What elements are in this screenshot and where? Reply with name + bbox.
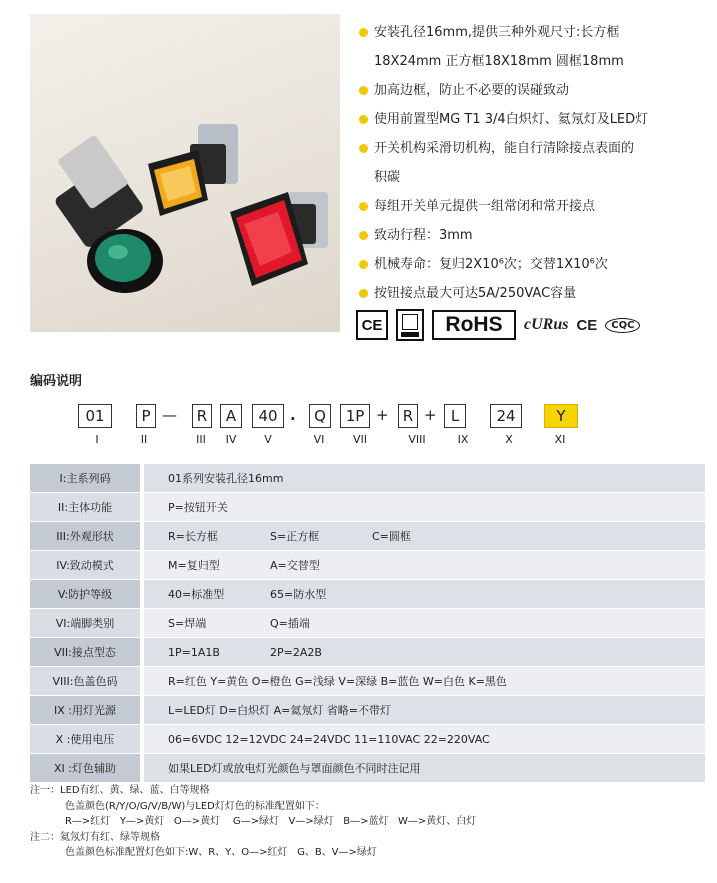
square-button-yellow [148, 124, 238, 216]
note-line: 注二：氦氖灯有红、绿等规格 [30, 831, 160, 843]
row-key: VII:接点型态 [30, 638, 140, 667]
code-separator: — [162, 406, 177, 424]
row-value: 40=标准型 65=防水型 [144, 580, 705, 609]
feature-item: 安装孔径16mm,提供三种外观尺寸:长方框 18X24mm 正方框18X18mm 圆框18mm [358, 18, 714, 76]
row-key: I:主系列码 [30, 464, 140, 493]
code-box: A [220, 404, 242, 428]
bullet-icon [359, 289, 368, 298]
tuv-mark-icon [396, 309, 424, 341]
code-separator: . [290, 406, 296, 424]
roman-label: IV [225, 433, 237, 446]
row-key: IX :用灯光源 [30, 696, 140, 725]
row-value: 01系列安装孔径16mm [144, 464, 705, 493]
code-box: 24 [490, 404, 522, 428]
row-key: X :使用电压 [30, 725, 140, 754]
table-row [30, 551, 705, 580]
roman-label: XI [554, 433, 566, 446]
roman-label: VII [352, 433, 367, 446]
ul-mark-icon: cURus [524, 316, 569, 333]
row-value: M=复归型 A=交替型 [144, 551, 705, 580]
code-box: 40 [252, 404, 284, 428]
row-key: V:防护等级 [30, 580, 140, 609]
row-value: 1P=1A1B 2P=2A2B [144, 638, 705, 667]
bullet-icon [359, 115, 368, 124]
row-key: III:外观形状 [30, 522, 140, 551]
row-key: IV:致动模式 [30, 551, 140, 580]
notes [30, 783, 476, 861]
roman-label: II [140, 433, 148, 446]
row-key: VIII:色盖色码 [30, 667, 140, 696]
row-value: S=焊端 Q=插端 [144, 609, 705, 638]
feature-list [358, 18, 714, 308]
table-row [30, 667, 705, 696]
row-key: XI :灯色辅助 [30, 754, 140, 783]
code-separator: + [376, 406, 389, 424]
rohs-mark-icon: RoHS [432, 310, 516, 340]
feature-item: 致动行程：3mm [358, 221, 714, 250]
feature-item: 每组开关单元提供一组常闭和常开接点 [358, 192, 714, 221]
table-row [30, 522, 705, 551]
code-box: R [192, 404, 212, 428]
bullet-icon [359, 144, 368, 153]
bullet-icon [359, 260, 368, 269]
table-row [30, 493, 705, 522]
row-value: R=长方框 S=正方框 C=圆框 [144, 522, 705, 551]
certification-marks [356, 309, 640, 341]
table-row [30, 725, 705, 754]
bullet-icon [359, 28, 368, 37]
table-row [30, 464, 705, 493]
code-box: 01 [78, 404, 112, 428]
push-button-switches-illustration [30, 14, 340, 332]
table-row [30, 754, 705, 783]
note-line: R—>红灯 Y—>黄灯 O—>黄灯 G—>绿灯 V—>绿灯 B—>蓝灯 W—>黄灯、白灯 [30, 816, 477, 827]
feature-item: 开关机构采滑切机构，能自行清除接点表面的 积碳 [358, 134, 714, 192]
row-value: 如果LED灯或放电灯光颜色与罩面颜色不同时注记用 [144, 754, 705, 783]
round-button-green [53, 134, 163, 293]
ce-mark-icon: CE [356, 310, 388, 340]
row-value: 06=6VDC 12=12VDC 24=24VDC 11=110VAC 22=220VAC [144, 725, 705, 754]
roman-label: I [95, 433, 99, 446]
bullet-icon [359, 202, 368, 211]
roman-label: VI [313, 433, 325, 446]
bullet-icon [359, 231, 368, 240]
cqc-mark-icon: CQC [605, 318, 640, 333]
table-row [30, 638, 705, 667]
row-key: VI:端脚类别 [30, 609, 140, 638]
row-value: R=红色 Y=黄色 O=橙色 G=浅绿 V=深绿 B=蓝色 W=白色 K=黑色 [144, 667, 705, 696]
code-box: 1P [340, 404, 370, 428]
code-box: L [444, 404, 466, 428]
row-key: II:主体功能 [30, 493, 140, 522]
feature-item: 加高边框，防止不必要的误碰致动 [358, 76, 714, 105]
feature-item: 按钮接点最大可达5A/250VAC容量 [358, 279, 714, 308]
note-line: 色盖颜色标准配置灯色如下:W、R、Y、O—>红灯 G、B、V—>绿灯 [30, 847, 377, 858]
code-spec-table [30, 464, 705, 783]
feature-item: 机械寿命：复归2X10⁶次；交替1X10⁶次 [358, 250, 714, 279]
section-title: 编码说明 [30, 374, 83, 389]
code-box: Q [309, 404, 331, 428]
table-row [30, 580, 705, 609]
table-row [30, 609, 705, 638]
product-photo [30, 14, 340, 332]
code-box-highlight: Y [544, 404, 578, 428]
roman-label: III [196, 433, 206, 446]
roman-label: V [264, 433, 272, 446]
feature-item: 使用前置型MG T1 3/4白炽灯、氦氖灯及LED灯 [358, 105, 714, 134]
code-separator: + [424, 406, 437, 424]
note-line: 注一：LED有红、黄、绿、蓝、白等规格 [30, 785, 210, 796]
roman-label: VIII [408, 433, 426, 446]
roman-label: X [505, 433, 513, 446]
code-box: R [398, 404, 418, 428]
table-row [30, 696, 705, 725]
roman-label: IX [457, 433, 469, 446]
bullet-icon [359, 86, 368, 95]
row-value: P=按钮开关 [144, 493, 705, 522]
code-box: P [136, 404, 156, 428]
note-line: 色盖颜色(R/Y/O/G/V/B/W)与LED灯灯色的标准配置如下： [30, 800, 325, 812]
rectangle-button-red [230, 192, 328, 286]
ce-small-mark-icon: CE [576, 316, 598, 334]
row-value: L=LED灯 D=白炽灯 A=氦氖灯 省略=不带灯 [144, 696, 705, 725]
